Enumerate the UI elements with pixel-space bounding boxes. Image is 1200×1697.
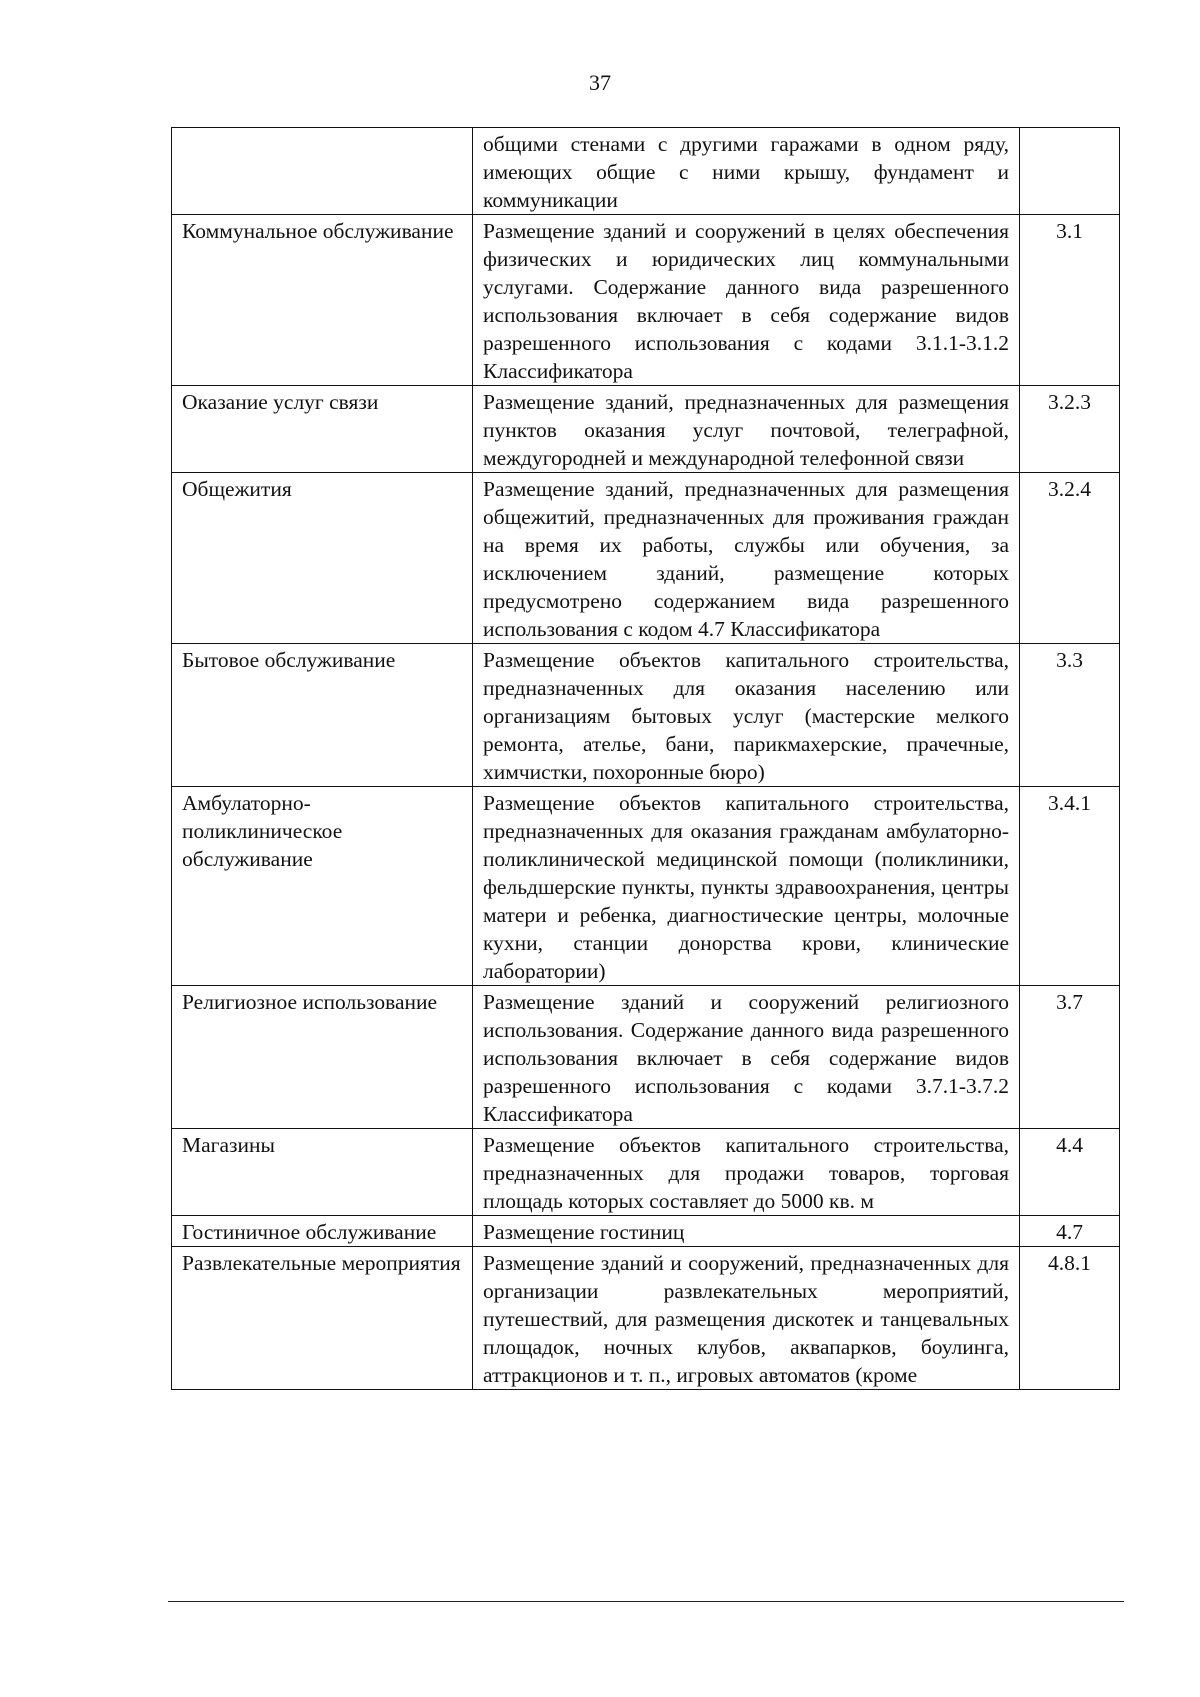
use-description: Размещение зданий, предназначенных для размещения общежитий, предназначенных для проживания граждан на время их работы, службы или обучения, за исключением зданий, размещение которых предусмотрено содержанием вида разрешенного использования с кодом 4.7 Классификатора [473, 473, 1020, 644]
table-row [172, 1216, 1120, 1247]
table-row [172, 215, 1120, 386]
use-description: Размещение зданий и сооружений религиозного использования. Содержание данного вида разрешенного использования включает в себя содержание видов разрешенного использования с кодами 3.7.1-3.7.2 Классификатора [473, 986, 1020, 1129]
use-name: Общежития [172, 473, 473, 644]
table-row [172, 128, 1120, 215]
use-code: 3.2.3 [1020, 386, 1120, 473]
use-name: Оказание услуг связи [172, 386, 473, 473]
page-number: 37 [589, 70, 611, 95]
table-row [172, 1129, 1120, 1216]
use-name: Амбулаторно-поликлиническое обслуживание [172, 787, 473, 986]
footer-divider [168, 1601, 1124, 1602]
use-name [172, 128, 473, 215]
use-name: Магазины [172, 1129, 473, 1216]
table-row [172, 386, 1120, 473]
use-description: Размещение зданий и сооружений в целях обеспечения физических и юридических лиц коммунальными услугами. Содержание данного вида разрешенного использования включает в себя содержание видов разрешенного использования с кодами 3.1.1-3.1.2 Классификатора [473, 215, 1020, 386]
table-row [172, 787, 1120, 986]
use-code: 3.1 [1020, 215, 1120, 386]
use-code: 3.4.1 [1020, 787, 1120, 986]
use-code: 4.4 [1020, 1129, 1120, 1216]
use-code: 3.3 [1020, 644, 1120, 787]
use-code: 4.7 [1020, 1216, 1120, 1247]
use-name: Развлекательные мероприятия [172, 1247, 473, 1390]
use-description: Размещение объектов капитального строительства, предназначенных для продажи товаров, торговая площадь которых составляет до 5000 кв. м [473, 1129, 1020, 1216]
use-code: 3.2.4 [1020, 473, 1120, 644]
use-name: Бытовое обслуживание [172, 644, 473, 787]
use-description: Размещение объектов капитального строительства, предназначенных для оказания гражданам амбулаторно-поликлинической медицинской помощи (поликлиники, фельдшерские пункты, пункты здравоохранения, центры матери и ребенка, диагностические центры, молочные кухни, станции донорства крови, клинические лаборатории) [473, 787, 1020, 986]
use-code [1020, 128, 1120, 215]
use-name: Коммунальное обслуживание [172, 215, 473, 386]
use-description: Размещение зданий, предназначенных для размещения пунктов оказания услуг почтовой, телеграфной, междугородней и международной телефонной связи [473, 386, 1020, 473]
use-name: Религиозное использование [172, 986, 473, 1129]
table-row [172, 644, 1120, 787]
use-description: Размещение зданий и сооружений, предназначенных для организации развлекательных мероприятий, путешествий, для размещения дискотек и танцевальных площадок, ночных клубов, аквапарков, боулинга, аттракционов и т. п., игровых автоматов (кроме [473, 1247, 1020, 1390]
use-name: Гостиничное обслуживание [172, 1216, 473, 1247]
use-description: общими стенами с другими гаражами в одном ряду, имеющих общие с ними крышу, фундамент и коммуникации [473, 128, 1020, 215]
table-row [172, 986, 1120, 1129]
table-row [172, 1247, 1120, 1390]
use-description: Размещение гостиниц [473, 1216, 1020, 1247]
use-code: 3.7 [1020, 986, 1120, 1129]
use-description: Размещение объектов капитального строительства, предназначенных для оказания населению или организациям бытовых услуг (мастерские мелкого ремонта, ателье, бани, парикмахерские, прачечные, химчистки, похоронные бюро) [473, 644, 1020, 787]
land-use-table [171, 127, 1120, 1390]
table-row [172, 473, 1120, 644]
use-code: 4.8.1 [1020, 1247, 1120, 1390]
